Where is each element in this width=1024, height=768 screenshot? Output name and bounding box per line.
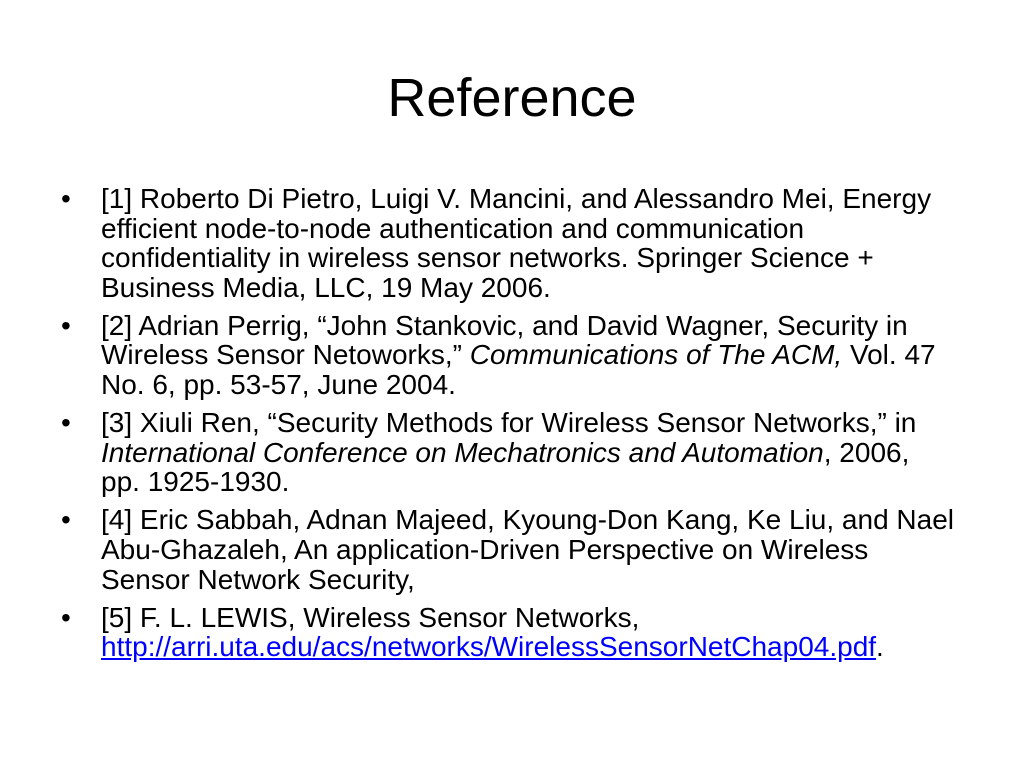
bullet-icon: •: [61, 309, 71, 341]
slide-title: Reference: [387, 68, 637, 128]
bullet-icon: •: [61, 183, 71, 214]
reference-journal-title: Communications of The ACM,: [469, 339, 843, 371]
reference-item-4: [61, 504, 955, 595]
reference-item-3: [61, 407, 954, 498]
reference-text: Vol. 47: [842, 339, 936, 371]
reference-line: efficient node-to-node authentication and communication: [101, 212, 805, 244]
reference-item-5: [61, 601, 954, 663]
bullet-icon: •: [61, 601, 71, 633]
reference-line: [101, 632, 954, 662]
reference-line: pp. 1925-1930.: [101, 466, 290, 498]
reference-conference-title: International Conference on Mechatronics and Automation: [101, 436, 824, 468]
reference-text: , 2006,: [823, 436, 910, 468]
reference-list: [61, 183, 955, 670]
reference-line: [1] Roberto Di Pietro, Luigi V. Mancini, and Alessandro Mei, Energy: [101, 183, 932, 214]
bullet-icon: •: [61, 504, 71, 536]
reference-line: confidentiality in wireless sensor networks. Springer Science +: [101, 242, 874, 274]
reference-line: [3] Xiuli Ren, “Security Methods for Wireless Sensor Networks,” in: [101, 407, 917, 439]
reference-line: Business Media, LLC, 19 May 2006.: [101, 271, 551, 303]
reference-line: Sensor Network Security,: [101, 563, 415, 595]
bullet-icon: •: [61, 407, 71, 439]
reference-line: No. 6, pp. 53-57, June 2004.: [101, 369, 456, 401]
reference-line: Abu-Ghazaleh, An application-Driven Perspective on Wireless: [101, 534, 869, 566]
reference-line: [101, 438, 954, 468]
reference-pdf-link[interactable]: http://arri.uta.edu/acs/networks/WirelessSensorNetChap04.pdf: [101, 631, 877, 663]
reference-item-1: [61, 183, 954, 303]
reference-line: [2] Adrian Perrig, “John Stankovic, and David Wagner, Security in: [101, 309, 908, 341]
reference-text: Wireless Sensor Netoworks,”: [101, 339, 470, 371]
reference-item-2: [61, 309, 954, 401]
reference-line: [101, 340, 954, 370]
reference-line: [5] F. L. LEWIS, Wireless Sensor Networks,: [101, 601, 640, 633]
reference-text: .: [876, 631, 884, 663]
reference-line: [4] Eric Sabbah, Adnan Majeed, Kyoung-Don Kang, Ke Liu, and Nael: [101, 504, 955, 536]
